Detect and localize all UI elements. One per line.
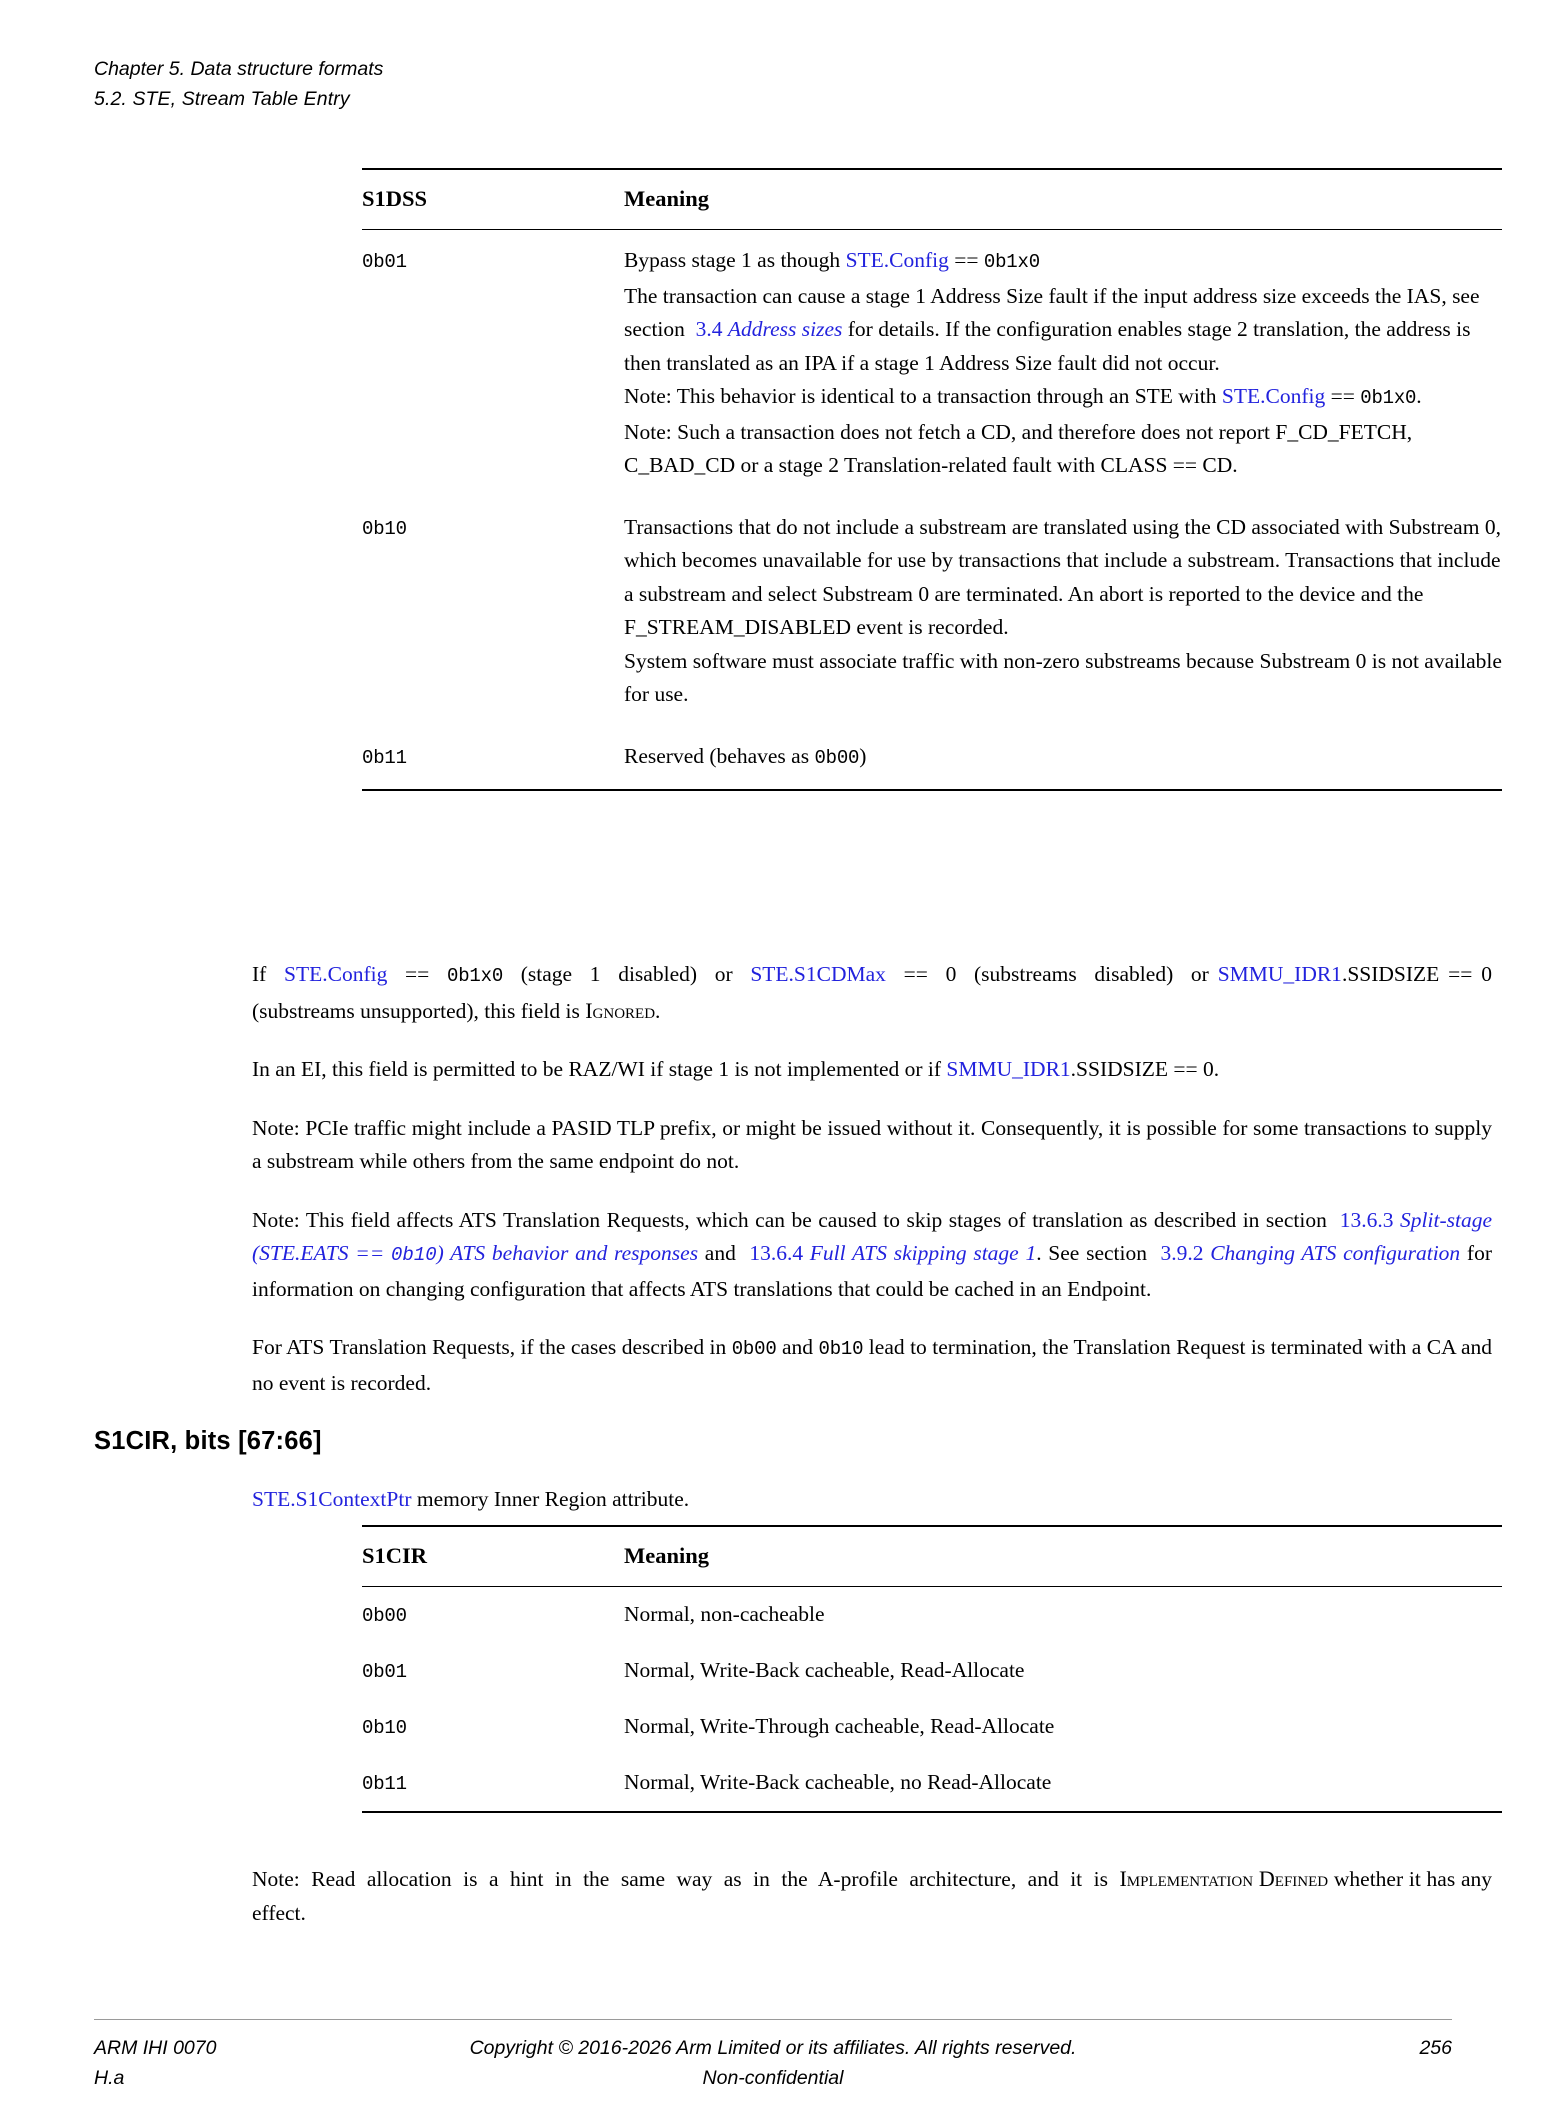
meaning-line: Note: Such a transaction does not fetch a CD, and therefore does not report F_CD_FETCH, C_BAD_CD or a stage 2 Translation-related fault with CLASS == CD. — [624, 419, 1413, 477]
link-ste-s1contextptr[interactable]: STE.S1ContextPtr — [252, 1487, 412, 1511]
paragraph-ats-note: Note: This field affects ATS Translation Requests, which can be caused to skip stages of translation as described in section 13.6.3 Split-stage (STE.EATS == 0b10) ATS behavior and responses and 13.6.4 Full ATS skipping stage 1. See section 3.9.2 Changing ATS configuration for information on changing configuration that affects ATS translations that could be cached in an Endpoint. — [252, 1207, 1493, 1301]
meaning-line: Note: This behavior is identical to a transaction through an STE with STE.Config == 0b1x0. — [624, 384, 1422, 409]
code-value: 0b00 — [814, 746, 860, 769]
code-value: 0b1x0 — [983, 251, 1040, 273]
small-caps-ignored: Ignored — [585, 997, 656, 1023]
row-meaning-cell — [624, 497, 1502, 726]
row-key-value: 0b10 — [362, 517, 407, 540]
table-row — [362, 726, 1502, 791]
row-key-value: 0b01 — [362, 1661, 407, 1683]
link-section-number[interactable]: 3.9.2 — [1160, 1241, 1204, 1265]
section-heading-s1cir: S1CIR, bits [67:66] — [94, 1427, 322, 1455]
row-key-cell — [362, 497, 624, 726]
table-row — [362, 230, 1502, 497]
link-smmu-idr1[interactable]: SMMU_IDR1 — [946, 1057, 1071, 1081]
column-header-s1cir: S1CIR — [362, 1526, 624, 1587]
row-key-value: 0b01 — [362, 251, 407, 273]
footer-row-top — [94, 2033, 1452, 2063]
paragraph-read-allocation-note: Note: Read allocation is a hint in the same way as in the A-profile architecture, and it is Implementation Defined whether it has any effect. — [252, 1866, 1492, 1925]
paragraph-ats-translation-requests: For ATS Translation Requests, if the cases described in 0b00 and 0b10 lead to termination, the Translation Request is terminated with a CA and no event is recorded. — [252, 1335, 1492, 1395]
meaning-line: Reserved (behaves as 0b00) — [624, 743, 867, 769]
link-ste-s1cdmax[interactable]: STE.S1CDMax — [750, 962, 886, 986]
row-key-cell — [362, 1699, 624, 1755]
footer-confidentiality: Non-confidential — [702, 2067, 844, 2089]
column-header-s1dss: S1DSS — [362, 169, 624, 230]
paragraph-s1cir-intro: STE.S1ContextPtr memory Inner Region attribute. — [252, 1487, 690, 1511]
paragraph-ei-razwi: In an EI, this field is permitted to be RAZ/WI if stage 1 is not implemented or if SMMU_IDR1.SSIDSIZE == 0. — [252, 1057, 1220, 1081]
row-meaning-cell: Normal, Write-Through cacheable, Read-Allocate — [624, 1714, 1055, 1738]
table-row — [362, 497, 1502, 726]
row-key-value: 0b10 — [362, 1717, 407, 1739]
meaning-line: Transactions that do not include a substream are translated using the CD associated with Substream 0, which becomes unavailable for use by transactions that include a substream. Transactions that include a substream and select Substream 0 are terminated. An abort is reported to the device and the F_STREAM_DISABLED event is recorded. — [624, 514, 1501, 639]
page-footer — [94, 2033, 1452, 2093]
table-row — [362, 1699, 1502, 1755]
footer-divider — [94, 2019, 1452, 2020]
row-key-cell — [362, 1755, 624, 1812]
row-meaning-cell: Normal, non-cacheable — [624, 1602, 825, 1626]
table-header-row — [362, 1526, 1502, 1587]
link-ste-config[interactable]: STE.Config — [1221, 384, 1326, 408]
code-value: 0b1x0 — [447, 965, 504, 987]
link-ste-config[interactable]: STE.Config — [845, 248, 949, 272]
paragraph-pcie-note: Note: PCIe traffic might include a PASID TLP prefix, or might be issued without it. Consequently, it is possible for some transactions to supply a substream while others from the same endpoint do not. — [252, 1115, 1492, 1173]
row-key-value: 0b11 — [362, 1773, 407, 1795]
column-header-meaning: Meaning — [624, 169, 1502, 230]
code-value: 0b10 — [391, 1244, 437, 1266]
footer-copyright: Copyright © 2016-2026 Arm Limited or its affiliates. All rights reserved. — [469, 2037, 1077, 2059]
row-key-cell — [362, 726, 624, 791]
column-header-meaning: Meaning — [624, 1526, 1502, 1587]
table-row — [362, 1643, 1502, 1699]
body-text-block-2 — [252, 1862, 1492, 1930]
row-key-cell — [362, 230, 624, 497]
code-value: 0b1x0 — [1360, 387, 1417, 409]
table-s1cir — [362, 1525, 1502, 1813]
table-row — [362, 1755, 1502, 1812]
code-value: 0b10 — [818, 1338, 864, 1360]
meaning-line: The transaction can cause a stage 1 Address Size fault if the input address size exceeds the IAS, see section 3.4 Address sizes for details. If the configuration enables stage 2 translation, the address is then translated as an IPA if a stage 1 Address Size fault did not occur. — [624, 283, 1480, 375]
table-header-row — [362, 169, 1502, 230]
body-text-block-1 — [252, 958, 1492, 1400]
row-key-value: 0b00 — [362, 1605, 407, 1627]
table-row — [362, 1587, 1502, 1644]
link-section-number[interactable]: 3.4 — [695, 317, 723, 341]
link-section-title[interactable]: Full ATS skipping stage 1 — [809, 1241, 1037, 1265]
section-intro-block — [252, 1483, 1492, 1517]
paragraph-ignored-conditions: If STE.Config == 0b1x0 (stage 1 disabled) or STE.S1CDMax == 0 (substreams disabled) or SMMU_IDR1.SSIDSIZE == 0 (substreams unsupported), this field is Ignored. — [252, 962, 1492, 1023]
row-meaning-cell: Normal, Write-Back cacheable, Read-Allocate — [624, 1658, 1025, 1682]
meaning-line: System software must associate traffic with non-zero substreams because Substream 0 is not available for use. — [624, 648, 1502, 706]
running-header — [94, 54, 1454, 114]
row-meaning-cell — [624, 230, 1502, 497]
header-chapter: Chapter 5. Data structure formats — [94, 58, 384, 80]
link-section-title[interactable]: Split-stage (STE.EATS == 0b10) ATS behavior and responses — [252, 1207, 1493, 1266]
row-meaning-cell: Normal, Write-Back cacheable, no Read-Allocate — [624, 1755, 1502, 1812]
code-value: 0b00 — [731, 1338, 777, 1360]
row-key-cell — [362, 1587, 624, 1644]
table-s1dss — [362, 168, 1502, 791]
footer-row-bottom — [94, 2063, 1452, 2093]
meaning-line: Bypass stage 1 as though STE.Config == 0b1x0 — [624, 248, 1040, 273]
row-key-value: 0b11 — [362, 746, 407, 769]
footer-page-number: 256 — [1419, 2037, 1452, 2059]
link-section-title[interactable]: Changing ATS configuration — [1210, 1241, 1461, 1265]
link-smmu-idr1[interactable]: SMMU_IDR1 — [1217, 962, 1342, 986]
row-key-cell — [362, 1643, 624, 1699]
header-section: 5.2. STE, Stream Table Entry — [94, 88, 350, 110]
link-section-title[interactable]: Address sizes — [727, 317, 843, 341]
footer-doc-revision: H.a — [94, 2067, 125, 2089]
link-ste-config[interactable]: STE.Config — [284, 962, 388, 986]
link-section-number[interactable]: 13.6.4 — [749, 1241, 804, 1265]
small-caps-implementation-defined: Implementation Defined — [1119, 1866, 1329, 1891]
row-meaning-cell — [624, 726, 1502, 791]
footer-doc-id: ARM IHI 0070 — [94, 2037, 217, 2059]
link-section-number[interactable]: 13.6.3 — [1339, 1207, 1394, 1232]
